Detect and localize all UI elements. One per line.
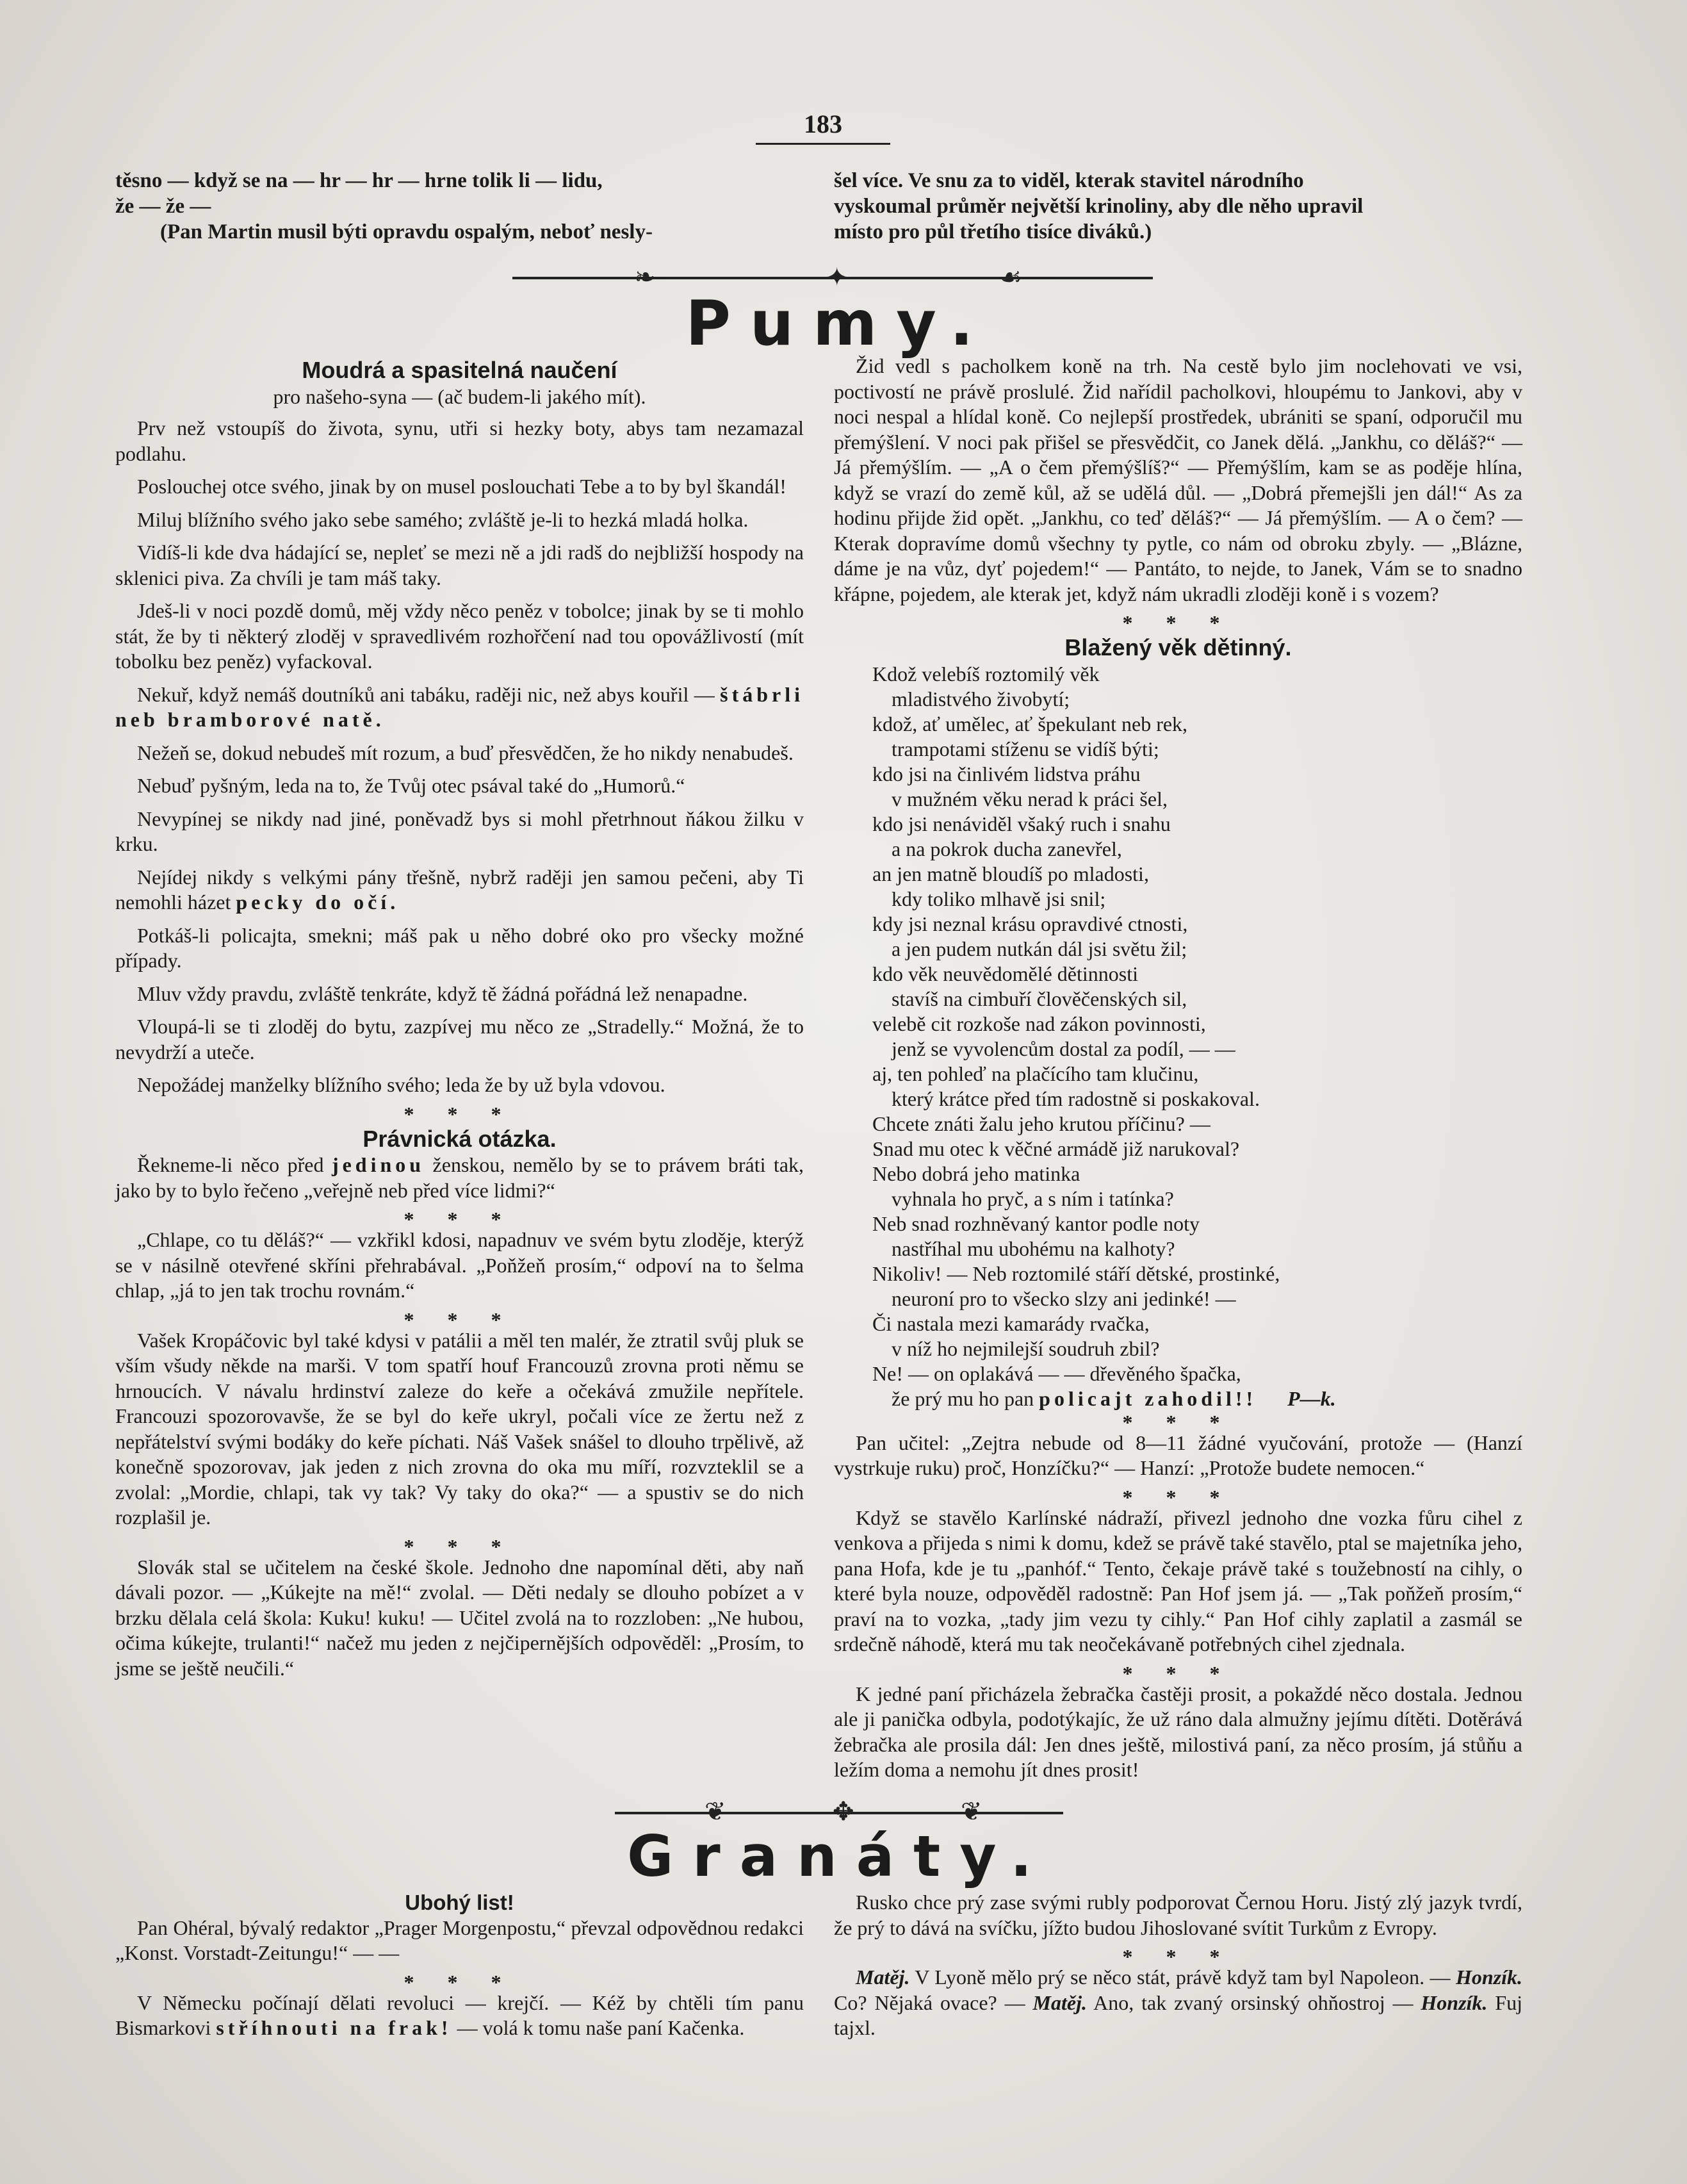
poem bbox=[872, 662, 1522, 1411]
speaker-label: Matěj. bbox=[856, 1966, 910, 1989]
text-run: Co? Nějaká ovace? — bbox=[834, 1991, 1025, 2014]
poem-line: v mužném věku nerad k práci šel, bbox=[892, 787, 1168, 810]
bottom-right-column bbox=[834, 1890, 1522, 2049]
poem-line: v níž ho nejmilejší soudruh zbil? bbox=[892, 1336, 1160, 1360]
section-title-granaty: Granáty. bbox=[627, 1823, 1051, 1889]
poem-line: an jen matně bloudíš po mladosti, bbox=[872, 862, 1149, 885]
paragraph: Nežeň se, dokud nebudeš mít rozum, a buď přesvědčen, že ho nikdy nenabudeš. bbox=[137, 741, 794, 764]
top-right-line: místo pro půl třetího tisíce diváků.) bbox=[834, 220, 1152, 243]
poem-line: kdo jsi nenáviděl všaký ruch i snahu bbox=[872, 812, 1171, 835]
text-run: V Německu počínají dělati revoluci — krejčí. — Kéž by chtěli tím panu Bismarkovi bbox=[115, 1991, 804, 2039]
ornament-flourish-icon: ☙ bbox=[999, 263, 1022, 291]
bottom-left-column bbox=[115, 1890, 804, 2049]
ornament-flourish-icon: ❦ bbox=[961, 1797, 982, 1826]
poem-line: a na pokrok ducha zanevřel, bbox=[892, 837, 1122, 860]
paragraph: Pan učitel: „Zejtra nebude od 8—11 žádné vyučování, protože — (Hanzí vystrkuje ruku) proč, Honzíčku?“ — Hanzí: „Protože budete nemocen.“ bbox=[834, 1431, 1522, 1479]
poem-line: velebě cit rozkoše nad zákon povinnosti, bbox=[872, 1012, 1206, 1035]
spaced-text: štábrli neb bramborové natě. bbox=[115, 682, 804, 731]
asterism: * * * bbox=[1122, 1410, 1234, 1434]
poem-line: jenž se vyvolencům dostal za podíl, — — bbox=[892, 1037, 1235, 1060]
paragraph: Potkáš-li policajta, smekni; máš pak u něho dobré oko pro všecky možné případy. bbox=[115, 923, 804, 972]
top-right-line: vyskoumal průměr největší krinoliny, aby dle něho upravil bbox=[834, 195, 1364, 218]
paragraph: Jdeš-li v noci pozdě domů, měj vždy něco peněz v tobolce; jinak by se ti mohlo stát, že by ti některý zloděj v spravedlivém rozhořčení nad tou opovážlivostí (mít tobolku bez peněz) vyfackoval. bbox=[115, 599, 804, 673]
top-right-line: šel více. Ve snu za to viděl, kterak stavitel národního bbox=[834, 169, 1304, 192]
asterism: * * * bbox=[403, 1308, 516, 1331]
paragraph: Pan Ohéral, bývalý redaktor „Prager Morgenpostu,“ převzal odpovědnou redakci „Konst. Vorstadt-Zeitungu!“ — — bbox=[115, 1916, 804, 1964]
paragraph: Miluj blížního svého jako sebe samého; zvláště je-li to hezká mladá holka. bbox=[137, 507, 749, 531]
poem-line: kdo jsi na činlivém lidstva práhu bbox=[872, 762, 1141, 785]
paragraph: Slovák stal se učitelem na české škole. Jednoho dne napomínal děti, aby naň dávali pozor. — „Kúkejte na mě!“ zvolal. — Děti nedaly se dlouho pobízet a v brzku dělala celá škola: Kuku! kuku! — Učitel zvolá na to rozzloben: „Ne hubou, očima kúkejte, trulanti!“ načež mu jeden z nejčipernějších odpověděl: „Prosím, to jsme se ještě neučili.“ bbox=[115, 1555, 804, 1680]
poem-line bbox=[872, 1386, 1522, 1411]
poem-line: neuroní pro to všecko slzy ani jedinké! — bbox=[892, 1286, 1236, 1310]
heading-ubohy: Ubohý list! bbox=[405, 1891, 514, 1914]
poem-line: Neb snad rozhněvaný kantor podle noty bbox=[872, 1211, 1200, 1235]
paragraph: K jedné paní přicházela žebračka častěji prosit, a pokaždé něco dostala. Jednou ale ji panička odbyla, podotýkajíc, že už ráno dala almužny jejímu dítěti. Dotěrává žebračka ale prosila dál: Jen dnes ještě, milostivá paní, za něco prosím, já stůňu a ležím doma a nemohu jít dnes prosit! bbox=[834, 1682, 1522, 1781]
asterism: * * * bbox=[403, 1208, 516, 1231]
text-run: Řekneme-li něco před bbox=[137, 1153, 324, 1176]
poem-line: Či nastala mezi kamarády rvačka, bbox=[872, 1311, 1150, 1335]
poem-line: Chcete znáti žalu jeho krutou příčinu? — bbox=[872, 1112, 1210, 1135]
text-run: Nekuř, když nemáš doutníků ani tabáku, raději nic, než abys kouřil — bbox=[137, 682, 715, 706]
right-column bbox=[834, 354, 1522, 1791]
text-run: Ano, tak zvaný orsinský ohňostroj — bbox=[1093, 1991, 1414, 2014]
poem-line: Nebo dobrá jeho matinka bbox=[872, 1162, 1080, 1185]
paragraph: Když se stavělo Karlínské nádraží, přivezl jednoho dne vozka fůru cihel z venkova a přijeda s nimi k domu, kdež se právě také stavělo, ptal se majetníka jeho, pana Hofa, kde je tu „panhóf.“ Tento, čekaje právě také s toužebností na cihly, o které byla nouze, odpověděl radostně: Pan Hof jsem já. — „Tak poňžeň prosím,“ praví na to vozka, „tady jim vezu ty cihly.“ Pan Hof cihly zaplatil a zasmál se srdečně náhodě, která mu tak neočekávaně potřebných cihel zjednala. bbox=[834, 1506, 1522, 1655]
asterism: * * * bbox=[1122, 1945, 1234, 1968]
paragraph: Nevypínej se nikdy nad jiné, poněvadž bys si mohl přetrhnout ňákou žilku v krku. bbox=[115, 807, 804, 855]
section-title-pumy: Pumy. bbox=[685, 288, 993, 359]
top-left-text bbox=[115, 168, 807, 245]
poem-line: nastříhal mu ubohému na kalhoty? bbox=[892, 1236, 1175, 1260]
heading-blazeny: Blažený věk dětinný. bbox=[1064, 634, 1292, 661]
poem-line: stavíš na cimbuří člověčenských sil, bbox=[892, 987, 1187, 1010]
paragraph: Mluv vždy pravdu, zvláště tenkráte, když tě žádná pořádná lež nenapadne. bbox=[137, 981, 748, 1005]
paragraph: Nepožádej manželky blížního svého; leda že by už byla vdovou. bbox=[137, 1073, 665, 1096]
spaced-text: pecky do očí. bbox=[236, 891, 400, 914]
paragraph: „Chlape, co tu děláš?“ — vzkřikl kdosi, napadnuv ve svém bytu zloděje, kterýž se v násilně otevřené skříni přehrabával. „Poňžeň prosím,“ odpoví na to šelma chlap, „já to jen tak trochu rovnám.“ bbox=[115, 1228, 804, 1302]
heading-pravnicka: Právnická otázka. bbox=[363, 1125, 557, 1152]
paragraph: Poslouchej otce svého, jinak by on musel poslouchati Tebe a to by byl škandál! bbox=[137, 475, 786, 498]
ornament-flourish-icon: ❦ bbox=[705, 1797, 726, 1826]
paragraph: Vašek Kropáčovic byl také kdysi v patálii a měl ten malér, že ztratil svůj pluk se vším všudy někde na marši. V tom spatří houf Francouzů zrovna proti němu se hrnoucích. V návalu hrdinství zaleze do keře a očekává zmužile nepřítele. Francouzi spozorovavše, že se byl do keře ukryl, počali více ze žertu než z nepřátelství svými bodáky do keře píchati. Náš Vašek snášel to dlouho trpělivě, až konečně spozorovav, jak jeden z nich zrovna do oka mu míří, rozvzteklil se a zvolal: „Mordie, chlapi, tak vy tak? Vy taky do oka?“ — a spustiv se do nich rozplašil je. bbox=[115, 1328, 804, 1529]
asterism: * * * bbox=[1122, 611, 1234, 634]
poem-line: mladistvého živobytí; bbox=[892, 687, 1070, 710]
page-number: 183 bbox=[756, 109, 890, 145]
poem-line: Nikoliv! — Neb roztomilé stáří dětské, prostinké, bbox=[872, 1261, 1280, 1285]
paragraph: Nebuď pyšným, leda na to, že Tvůj otec psával také do „Humorů.“ bbox=[137, 774, 685, 797]
poem-line: Snad mu otec k věčné armádě již narukoval? bbox=[872, 1137, 1240, 1160]
text-run: že prý mu ho pan bbox=[892, 1386, 1034, 1410]
top-left-line: těsno — když se na — hr — hr — hrne tolik li — lidu, bbox=[115, 169, 603, 192]
heading-moudra: Moudrá a spasitelná naučení bbox=[302, 357, 617, 383]
spaced-text: jedinou bbox=[331, 1153, 425, 1176]
top-left-line: (Pan Martin musil býti opravdu ospalým, neboť nesly- bbox=[160, 220, 653, 243]
paragraph: Vloupá-li se ti zloděj do bytu, zazpívej mu něco ze „Stradelly.“ Možná, že to nevydrží a uteče. bbox=[115, 1015, 804, 1063]
ornament-flourish-icon: ❧ bbox=[634, 263, 656, 291]
speaker-label: Honzík. bbox=[1455, 1966, 1522, 1989]
text-run: Nejídej nikdy s velkými pány třešně, nybrž raději jen samou pečeni, aby Ti nemohli házet bbox=[115, 865, 804, 914]
asterism: * * * bbox=[1122, 1485, 1234, 1509]
poem-line: vyhnala ho pryč, a s ním i tatínka? bbox=[892, 1186, 1174, 1210]
speaker-label: Matěj. bbox=[1032, 1991, 1087, 2014]
poem-line: aj, ten pohleď na plačícího tam klučinu, bbox=[872, 1062, 1199, 1085]
spaced-text: stříhnouti na frak! bbox=[216, 2016, 452, 2039]
poem-line: trampotami stíženu se vidíš býti; bbox=[892, 737, 1159, 760]
asterism: * * * bbox=[403, 1970, 516, 1994]
asterism: * * * bbox=[403, 1534, 516, 1558]
paragraph: Prv než vstoupíš do života, synu, utři si hezky boty, abys tam nezamazal podlahu. bbox=[115, 416, 804, 465]
speaker-label: Honzík. bbox=[1421, 1991, 1488, 2014]
poem-line: a jen pudem nutkán dál jsi světu žil; bbox=[892, 937, 1187, 960]
poem-line: kdy toliko mlhavě jsi snil; bbox=[892, 887, 1106, 910]
text-run: ženskou, nemělo by se to právem bráti tak, jako by to bylo řečeno „veřejně neb před více lidmi?“ bbox=[115, 1153, 804, 1202]
top-right-text bbox=[834, 168, 1519, 245]
text-run: Fuj tajxl. bbox=[834, 1991, 1522, 2039]
poem-line: kdy jsi neznal krásu opravdivé ctnosti, bbox=[872, 912, 1188, 935]
paragraph bbox=[115, 1153, 804, 1203]
heading-moudra-subtitle: pro našeho-syna — (ač budem-li jakého mít). bbox=[273, 384, 646, 408]
poem-line: Ne! — on oplakává — — dřevěného špačka, bbox=[872, 1361, 1241, 1385]
left-column bbox=[115, 354, 804, 1689]
poem-line: kdo věk neuvědomělé dětinnosti bbox=[872, 962, 1139, 985]
ornament-flourish-icon: ✥ bbox=[833, 1797, 854, 1826]
author-signature: P—k. bbox=[1287, 1386, 1336, 1410]
paragraph bbox=[115, 865, 804, 915]
spaced-text: policajt zahodil!! bbox=[1039, 1386, 1257, 1410]
paragraph: Rusko chce prý zase svými rubly podporovat Černou Horu. Jistý zlý jazyk tvrdí, že prý to dává na svíčku, jížto budou Jihoslované svítit Turkům z Evropy. bbox=[834, 1891, 1522, 1939]
poem-line: který krátce před tím radostně si poskakoval. bbox=[892, 1087, 1260, 1110]
text-run: — volá k tomu naše paní Kačenka. bbox=[457, 2016, 745, 2039]
text-run: V Lyoně mělo prý se něco stát, právě když tam byl Napoleon. — bbox=[915, 1966, 1451, 1989]
paragraph bbox=[115, 682, 804, 733]
poem-line: Kdož velebíš roztomilý věk bbox=[872, 662, 1100, 686]
poem-line: kdož, ať umělec, ať špekulant neb rek, bbox=[872, 712, 1188, 735]
asterism: * * * bbox=[1122, 1661, 1234, 1685]
paragraph bbox=[834, 1965, 1522, 2041]
paragraph bbox=[115, 1991, 804, 2041]
top-left-line: že — že — bbox=[115, 195, 211, 218]
paragraph: Žid vedl s pacholkem koně na trh. Na cestě bylo jim noclehovati ve vsi, poctivostí ne právě proslulé. Žid nařídil pacholkovi, hloupému to Jankovi, aby v noci nespal a hlídal koně. Co nejlepší prostředek, ubrániti se spaní, odporučil mu přemýšlení. V noci pak přišel se přesvědčit, co Janek dělá. „Jankhu, co děláš?“ — Já přemýšlím. — „A o čem přemýšlíš?“ — Přemýšlím, kam se as poděje hlína, když se vrazí do země kůl, až se udělá důl. — „Dobrá přemejšli jen dál!“ As za hodinu přijde žid opět. „Jankhu, co teď děláš?“ — Já přemýšlím. — A o čem? — Kterak dopravíme domů všechny ty pytle, co nám od obroku zbyly. — „Blázne, dáme je na vůz, dyť pojedem!“ — Pantáto, to nejde, to Janek, Vám se to snadno křápne, pojedem, ale kterak jet, když nám ukradli zloději koně i s vozem? bbox=[834, 354, 1522, 605]
paragraph: Vidíš-li kde dva hádající se, nepleť se mezi ně a jdi radš do nejbližší hospody na sklenici piva. Za chvíli je tam máš taky. bbox=[115, 541, 804, 589]
ornament-flourish-icon: ✦ bbox=[826, 263, 848, 291]
asterism: * * * bbox=[403, 1102, 516, 1126]
